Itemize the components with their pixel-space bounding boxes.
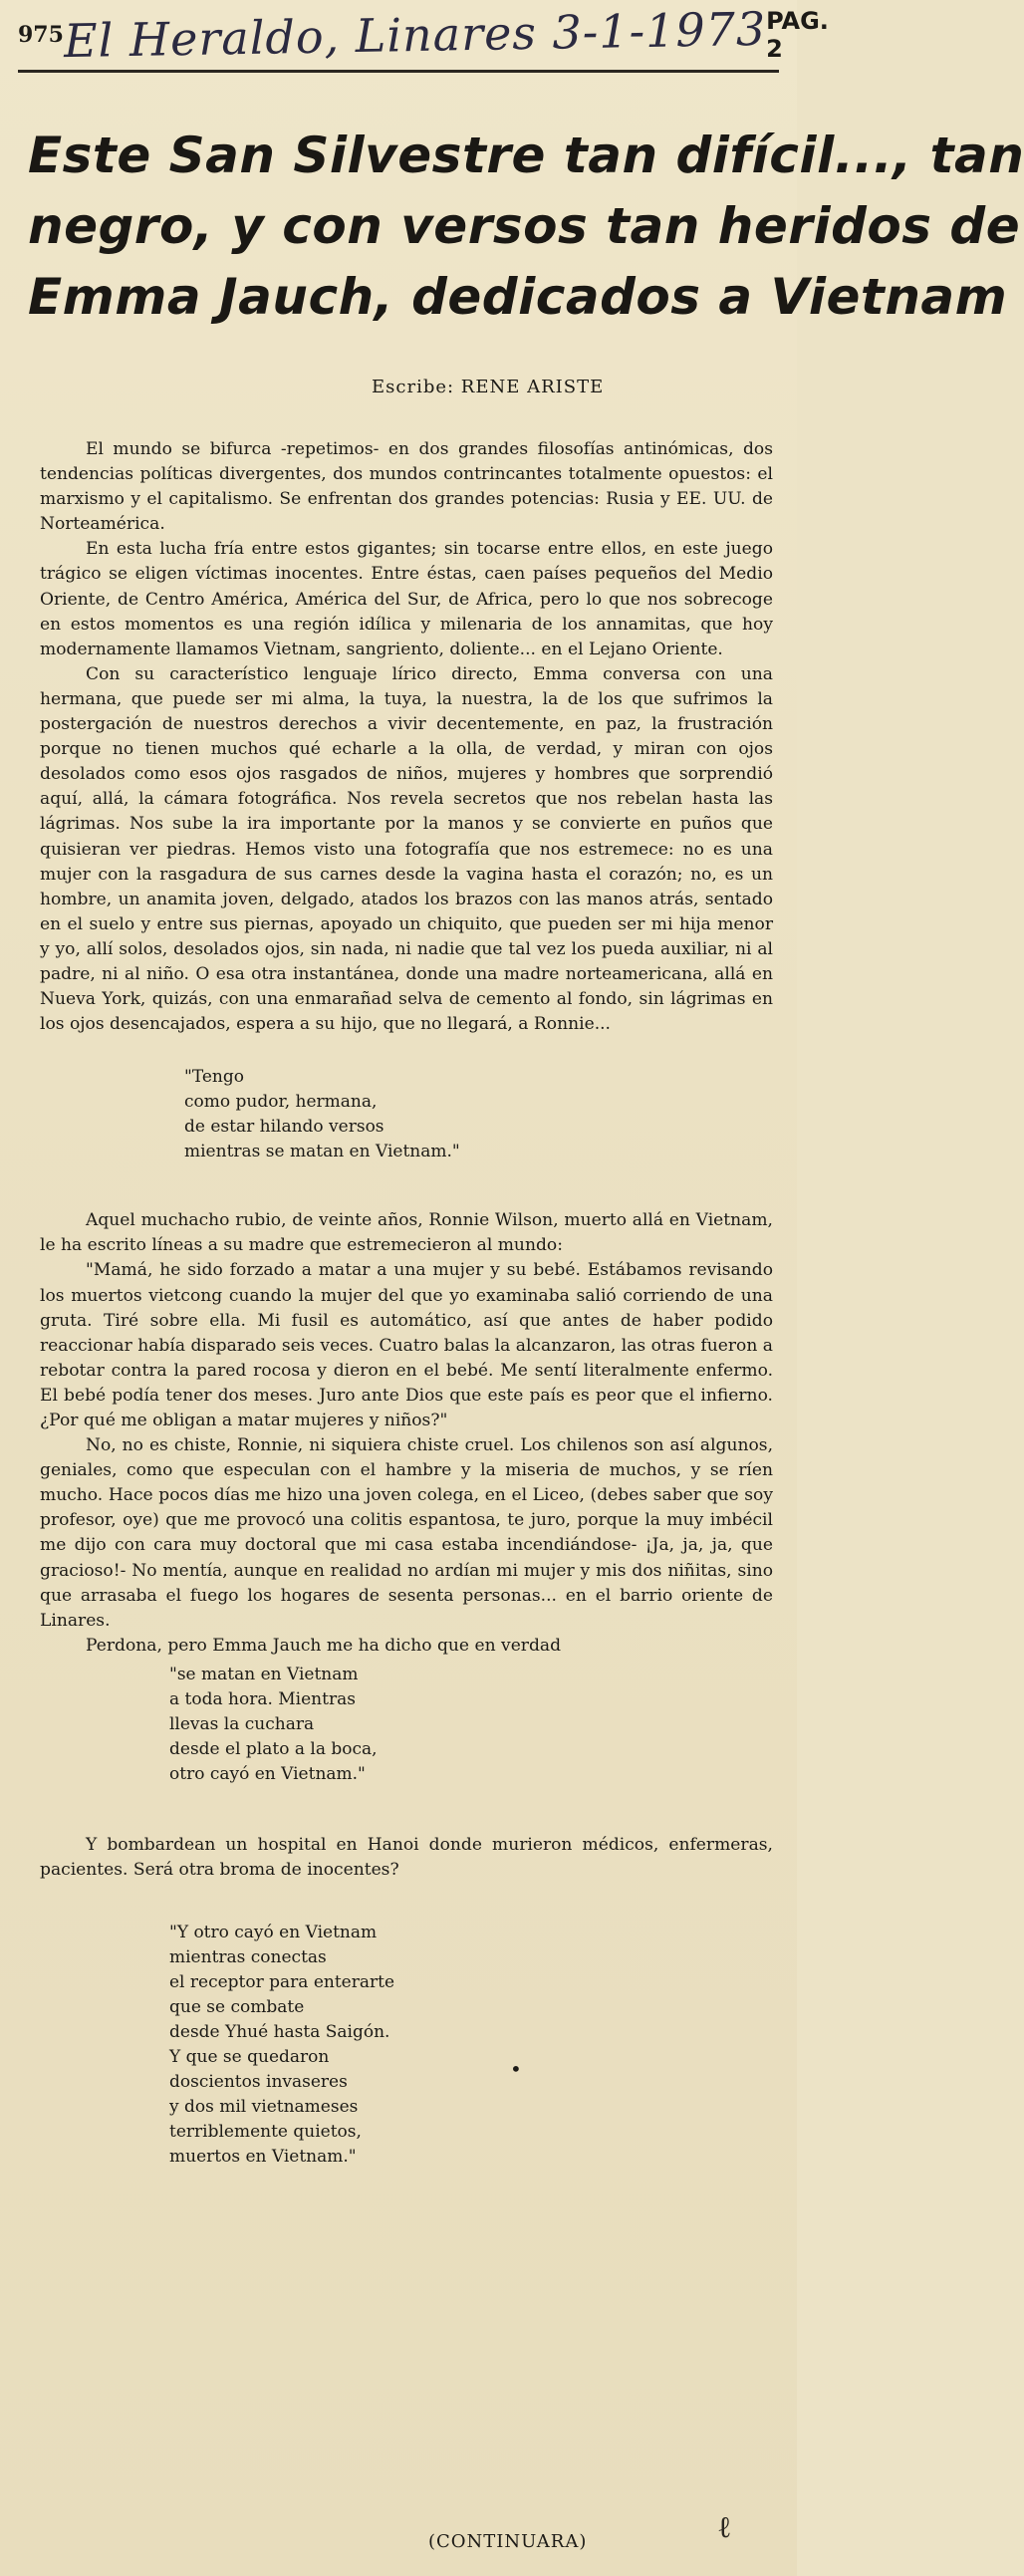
headline [28,121,1024,333]
headline-line: Emma Jauch, dedicados a Vietnam [28,268,1008,326]
paragraph: En esta lucha fría entre estos gigantes; sin tocarse entre ellos, en este juego trágico se eligen víctimas inocentes. Entre éstas, caen países pequeños del Medio Oriente, de Centro América, América del Sur, de Africa, pero lo que nos sobrecoge en estos momentos es una región idílica y milenaria de los annamitas, que hoy modernamente llamamos Vietnam, sangriento, doliente... en el Lejano Oriente. [40,539,773,659]
page-header [18,0,829,73]
headline-line: Este San Silvestre tan difícil..., tan [28,127,1024,184]
poem-verse: "se matan en Vietnam a toda hora. Mientras llevas la cuchara desde el plato a la boca, otro cayó en Vietnam." [169,1664,378,1784]
ink-dot: • [510,2057,522,2081]
page-number-right: PAG. 2 [766,7,829,63]
poem-verse: "Tengo como pudor, hermana, de estar hilando versos mientras se matan en Vietnam." [184,1067,460,1162]
article-body [18,437,779,2170]
handwritten-date: El Heraldo, Linares 3-1-1973 [63,1,767,69]
byline: Escribe: RENE ARISTE [372,377,605,397]
headline-line: negro, y con versos tan heridos de [28,197,1021,255]
paragraph: Con su característico lenguaje lírico directo, Emma conversa con una hermana, que puede ser mi alma, la tuya, la nuestra, la de los que sufrimos la postergación de nuestros derechos a vivir decentemente, en paz, la frustración porque no tienen muchos qué echarle a la olla, de verdad, y miran con ojos desolados como esos ojos rasgados de niños, mujeres y hombres que sorprendió aquí, allá, la cámara fotográfica. Nos revela secretos que nos rebelan hasta las lágrimas. Nos sube la ira importante por la manos y se convierte en puños que quisieran ver piedras. Hemos visto una fotografía que nos estremece: no es una mujer con la rasgadura de sus carnes desde la vagina hasta el corazón; no, es un hombre, un anamita joven, delgado, atados los brazos con las manos atrás, sentado en el suelo y entre sus piernas, apoyado un chiquito, que pueden ser mi hija menor y yo, allí solos, desolados ojos, sin nada, ni nadie que tal vez los pueda auxiliar, ni al padre, ni al niño. O esa otra instantánea, donde una madre norteamericana, allá en Nueva York, quizás, con una enmarañad selva de cemento al fondo, sin lágrimas en los ojos desencajados, espera a su hijo, que no llegará, a Ronnie... [40,663,773,1035]
handwritten-mark: ℓ [717,2510,732,2545]
poem-verse: "Y otro cayó en Vietnam mientras conectas el receptor para enterarte que se combate desde Yhué hasta Saigón. Y que se quedaron doscientos invaseres y dos mil vietnameses terriblemente quietos, muertos en Vietnam." [169,1923,395,2168]
paragraph: Perdona, pero Emma Jauch me ha dicho que en verdad [86,1635,562,1656]
continuation-note: (CONTINUARA) [428,2531,588,2552]
paragraph: El mundo se bifurca -repetimos- en dos grandes filosofías antinómicas, dos tendencias políticas divergentes, dos mundos contrincantes totalmente opuestos: el marxismo y el capitalismo. Se enfrentan dos grandes potencias: Rusia y EE. UU. de Norteamérica. [40,439,773,535]
page-number-left: 975 [18,22,64,48]
paragraph: Y bombardean un hospital en Hanoi donde murieron médicos, enfermeras, pacientes. Será otra broma de inocentes? [40,1834,773,1881]
paragraph: No, no es chiste, Ronnie, ni siquiera chiste cruel. Los chilenos son así algunos, geniales, como que especulan con el hambre y la miseria de muchos, y se ríen mucho. Hace pocos días me hizo una joven colega, en el Liceo, (debes saber que soy profesor, oye) que me provocó una colitis espantosa, te juro, porque la muy imbécil me dijo con cara muy doctoral que mi casa estaba incendiándose- ¡Ja, ja, ja, que gracioso!- No mentía, aunque en realidad no ardían mi mujer y mis dos niñitas, sino que arrasaba el fuego los hogares de sesenta personas... en el barrio oriente de Linares. [40,1435,773,1631]
paragraph: Aquel muchacho rubio, de veinte años, Ronnie Wilson, muerto allá en Vietnam, le ha escrito líneas a su madre que estremecieron al mundo: [40,1210,773,1256]
letter-quote: "Mamá, he sido forzado a matar a una mujer y su bebé. Estábamos revisando los muertos vietcong cuando la mujer del que yo examinaba salió corriendo de una gruta. Tiré sobre ella. Mi fusil es automático, así que antes de haber podido reaccionar había disparado seis veces. Cuatro balas la alcanzaron, las otras fueron a rebotar contra la pared rocosa y dieron en el bebé. Me sentí literalmente enfermo. El bebé podía tener dos meses. Juro ante Dios que este país es peor que el infierno. ¿Por qué me obligan a matar mujeres y niños?" [40,1260,773,1430]
